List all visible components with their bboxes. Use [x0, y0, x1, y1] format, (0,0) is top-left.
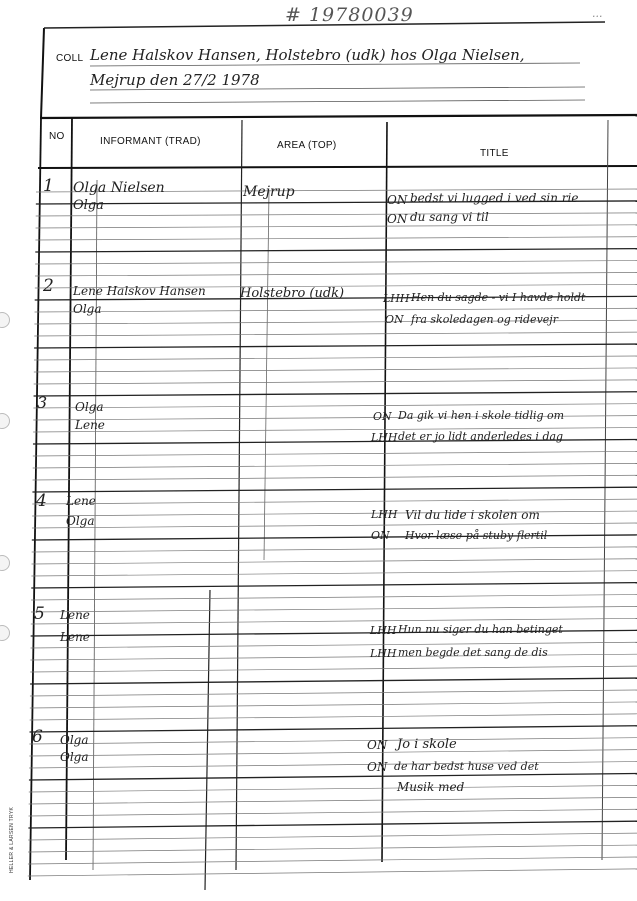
ruled-line: [33, 451, 637, 456]
ruled-line: [32, 523, 637, 528]
corner-mark: ···: [592, 10, 603, 23]
column-divider: [236, 120, 242, 870]
entry-number: 4: [36, 491, 47, 511]
entry-title-code: ON: [367, 760, 388, 774]
side-imprint: HELLER & LARSEN TRYK: [9, 806, 15, 873]
entry-title-code: LHH: [383, 292, 410, 305]
entry-title-code: ON: [385, 313, 404, 326]
entry-informant: Olga: [60, 733, 89, 747]
coll-underline: [90, 100, 585, 103]
entry-title-code: LHH: [371, 508, 398, 521]
entry-number: 1: [43, 176, 54, 196]
ruled-line: [30, 726, 637, 732]
archive-number: # 19780039: [285, 4, 414, 26]
entry-title: Hun nu siger du han betinget: [398, 623, 563, 636]
entry-title-code: ON: [373, 410, 392, 423]
entry-title: Musik med: [397, 780, 465, 794]
ruled-line: [28, 833, 637, 840]
entry-number: 6: [32, 727, 43, 747]
ruled-line: [34, 392, 637, 396]
entry-informant: Olga: [73, 302, 102, 316]
ruled-line: [34, 368, 637, 372]
entry-title-code: ON: [387, 193, 408, 207]
ruled-line: [30, 678, 637, 684]
entry-title: det er jo lidt anderledes i dag: [398, 430, 564, 443]
ruled-line: [31, 583, 637, 588]
ruled-line: [34, 332, 637, 336]
ruled-line: [30, 690, 637, 696]
ruled-line: [36, 213, 637, 216]
entry-area: Holstebro (udk): [240, 286, 345, 301]
ruled-line: [29, 797, 637, 804]
ruled-line: [35, 249, 637, 252]
ruled-line: [31, 595, 637, 600]
entry-title-code: LHH: [370, 647, 397, 660]
ruled-line: [33, 463, 637, 468]
ruled-line: [34, 380, 637, 384]
ruled-line: [28, 857, 637, 864]
section-rule: [40, 115, 637, 118]
ruled-line: [33, 475, 637, 480]
entry-number: 2: [43, 276, 54, 296]
entry-title-code: LHH: [371, 431, 398, 444]
entry-title-code: ON: [387, 212, 408, 226]
header-informant: INFORMANT (TRAD): [100, 136, 201, 147]
entry-number: 5: [34, 604, 45, 624]
entry-title-code: ON: [371, 529, 390, 542]
entry-area: Mejrup: [243, 184, 295, 200]
ruled-line: [32, 559, 637, 564]
ruled-line: [34, 356, 637, 360]
entry-informant: Olga: [60, 750, 89, 764]
entry-informant: Olga: [75, 400, 104, 414]
ruled-line: [35, 308, 637, 312]
entry-title: fra skoledagen og ridevejr: [411, 313, 558, 326]
header-title: TITLE: [480, 148, 509, 159]
entry-title-code: LHH: [370, 624, 397, 637]
ruled-line: [31, 571, 637, 576]
ruled-line: [33, 404, 637, 408]
entry-informant: Lene: [75, 418, 105, 432]
header-no: NO: [49, 131, 65, 142]
entry-informant: Lene Halskov Hansen: [73, 284, 206, 298]
coll-line-1: Lene Halskov Hansen, Holstebro (udk) hos Olga Nielsen,: [90, 46, 525, 64]
entry-informant: Olga: [73, 198, 104, 213]
ruled-line: [32, 487, 637, 492]
coll-label: COLL: [56, 53, 84, 64]
ruled-line: [32, 511, 637, 516]
ruled-line: [32, 547, 637, 552]
frame-left: [41, 28, 44, 118]
entry-title: Jo i skole: [397, 737, 457, 752]
ruled-line: [30, 702, 637, 708]
ruled-line: [35, 272, 637, 276]
header-rule: [38, 166, 637, 168]
entry-title: Hvor læse på stuby flertil: [405, 529, 548, 542]
entry-informant: Lene: [66, 494, 96, 508]
column-divider: [66, 118, 72, 860]
ruled-line: [28, 869, 637, 876]
column-divider: [602, 120, 608, 860]
ruled-line: [29, 738, 637, 744]
ruled-line: [29, 773, 637, 780]
entry-title: Hen du sagde - vi I havde holdt: [411, 291, 586, 304]
entry-title: du sang vi til: [410, 210, 489, 224]
entry-title: men begde det sang de dis: [398, 646, 548, 659]
ruled-line: [30, 714, 637, 720]
ruled-line: [28, 845, 637, 852]
entry-title: de har bedst huse ved det: [394, 760, 539, 773]
entry-informant: Olga Nielsen: [73, 180, 165, 196]
column-divider: [264, 190, 269, 560]
entry-title: Vil du lide i skolen om: [405, 508, 540, 522]
entry-informant: Lene: [60, 608, 90, 622]
entry-title: Da gik vi hen i skole tidlig om: [398, 409, 565, 422]
ruled-line: [35, 261, 637, 264]
header-area: AREA (TOP): [277, 140, 337, 151]
ruled-line: [29, 750, 637, 756]
coll-line-2: Mejrup den 27/2 1978: [90, 71, 260, 89]
entry-title-code: ON: [367, 738, 388, 752]
ruled-line: [36, 225, 637, 228]
ruled-line: [30, 666, 637, 672]
entry-informant: Lene: [60, 630, 90, 644]
entry-informant: Olga: [66, 514, 95, 528]
ruled-line: [29, 762, 637, 768]
ruled-line: [29, 809, 637, 816]
ruled-line: [31, 606, 637, 612]
ruled-line: [34, 344, 637, 348]
entry-number: 3: [37, 393, 48, 412]
ruled-line: [28, 821, 637, 828]
entry-title: bedst vi lugged i ved sin rie: [410, 191, 579, 205]
ruled-line: [29, 785, 637, 792]
ruled-line: [32, 499, 637, 504]
ruled-line: [35, 237, 637, 240]
